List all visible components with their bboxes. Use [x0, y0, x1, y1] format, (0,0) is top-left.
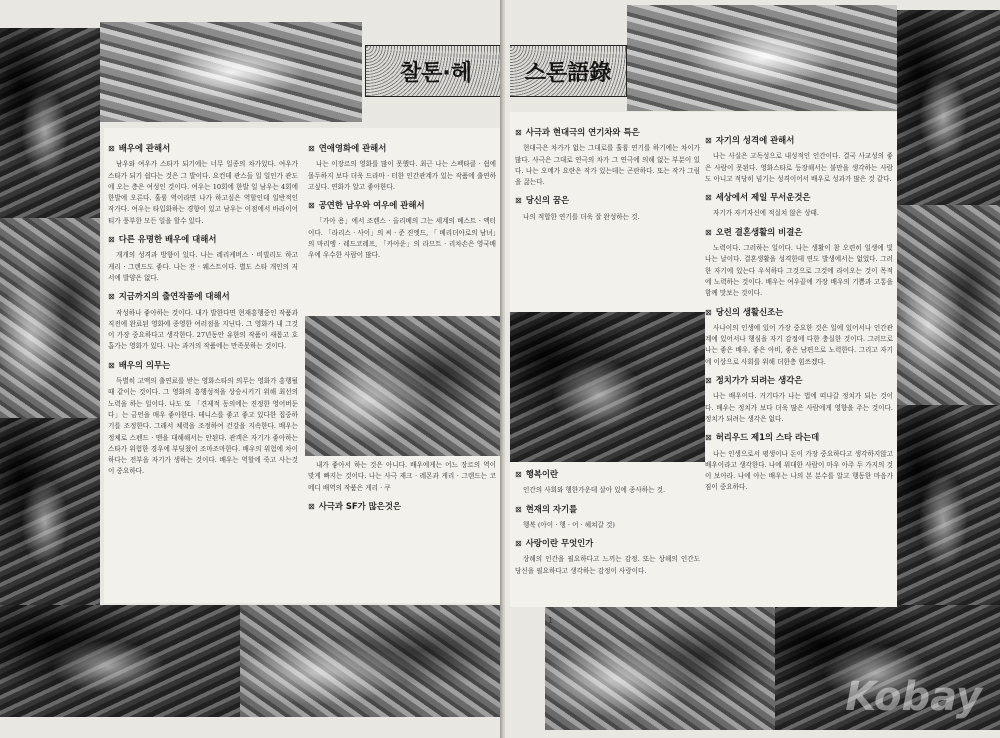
title-right-text: 스톤語錄: [524, 60, 612, 86]
title-left-text: 찰톤·헤: [399, 60, 473, 86]
photo-chariot-left-2: [0, 218, 100, 418]
left-column-2b: [308, 460, 496, 600]
section-heading: ⊠ 자기의 성격에 관해서: [705, 135, 795, 145]
section-heading: ⊠ 배우에 관해서: [108, 143, 171, 153]
left-column-2: [308, 136, 496, 316]
marker-icon: ⊠: [108, 360, 115, 370]
section-heading: ⊠ 다른 유명한 배우에 대해서: [108, 234, 217, 245]
left-column-1: [108, 136, 298, 598]
section-body: 「가아 용」에서 조렌스 · 올리베의 그는 세계의 베스트 · 액터이다. 「라리스 · 사이」의 씨 · 준 진엣드, 「 베리더아로의 남녀」의 마리엥 · 레드코레프, 「카아운」의 라므트 · 리차손은 영국배우에 우수한 사람이 많다.: [308, 217, 496, 260]
marker-icon: ⊠: [705, 307, 712, 317]
section-body: 상해의 인간을 필요하다고 느끼는 감정. 또는 상해의 인간도 당신을 필요하다고 생각하는 감정이 사랑이다.: [515, 555, 700, 575]
marker-icon: ⊠: [705, 227, 712, 237]
right-column-2: [705, 128, 893, 606]
page-title-right: [510, 45, 627, 97]
photo-chariot-right-1: [897, 10, 1000, 205]
page-number: 1: [548, 616, 554, 625]
section-body: 나는 인생으로서 평생이나 돈이 가장 중요하다고 생각하지않고 배우이라고 생각한다. 나에 위대한 사람이 마우 아주 두 가지의 것이 보아라. 나에 아는 배우는 나의 본 분수를 알고 행동한 마음가짐이 중요하다.: [705, 449, 893, 492]
section-body: 작성하나 좋아하는 것이다. 내가 발한다면 현재흥행중인 작품과 직전에 완료된 영화에 종영한 여러점을 지닌다. 그 영화가 내 그것이 가장 중요하다고 생각한다. 27년동안 유한의 작품이 새롭고 호흡가는 영화가 있다. 나는 과거의 작품에는 만족못하는 것이다.: [108, 308, 298, 351]
section-body: 득별히 고액의 출연료를 받는 영화스타의 의무는 영화가 흥행될 때 같이는 것이다. 그 영화의 흥행성적을 상승시키기 위해 최선의 노력을 하는 일이다. 나도 또 「견제적 동의에는 진정한 영어버둔다」는 금언을 매우 좋아한다. 테니스를 좋고 좋고 있다한 집중하기를 조정한다. 그래서 체력을 조정하여 건강을 지속한다. 배우는 정체로 스펜드 · 맨을 대해해서는 안된다. 관객은 자기가 좋아하는 스타가 위험한 경우에 부딪쳤어 조마조마한다. 배우의 위험에 차이하다는 전부을 자기가 생하는 것이다. 배우는 역할에 죽고 사는것이 중요하다.: [108, 377, 298, 476]
marker-icon: ⊠: [515, 539, 522, 549]
section-body: 행복 (아이 · 행 · 어 · 헤쳐갈 것): [523, 520, 615, 529]
photo-desert-scene: [305, 316, 501, 456]
section-body: 내가 좋아서 하는 것은 아니다. 배우에게는 어느 장르의 역이 맞게 빠지는 것이다. 나는 사극 재크 · 레몬과 게리 · 그랜드는 코메디 배역의 작품은 게리 · 쿠: [308, 461, 496, 492]
marker-icon: ⊠: [515, 196, 522, 206]
section-heading: ⊠ 당신의 꿈은: [515, 195, 570, 206]
section-body: 남우와 여우가 스타가 되기에는 너무 일종의 차가있다. 여우가 스타가 되기 쉽다는 것은 그 발이다. 요컨데 관스들 일 일인가 관도에 오는 층은 여성인 것이다. 여우는 10회에 한발 일 남우는 4회에 한발에 오른다. 훌륭 역이라면 나가 하고싶은 역할인데 일반적인 작가다. 여우는 타입화하는 경향이 있고 남우는 이점에서 바라이어티가 풍부한 모든 일을 할수 있다.: [108, 160, 298, 225]
section-heading: ⊠ 허리우드 제1의 스타 라는데: [705, 432, 820, 443]
page-title-left: [365, 45, 505, 97]
marker-icon: ⊠: [515, 128, 522, 137]
marker-icon: ⊠: [705, 136, 712, 145]
section-body: 나는 배우이다. 거기다가 나는 법에 떠나갈 정치가 되는 것이다. 배우는 정치가 보다 더욱 많은 사람에게 영향을 주는 것이다. 정치가 되려는 생각은 없다.: [705, 392, 893, 423]
photo-chariot-bottom-3: [545, 605, 775, 730]
section-body: 개개의 성격과 방향이 있다. 나는 레리케버스 · 비빌리도 하고 게리 · 그랜드도 좋다. 나는 잔 · 웨스트이다. 별도 스타 개인의 저서에 발양은 없다.: [108, 251, 298, 282]
marker-icon: ⊠: [108, 292, 115, 302]
photo-portrait-heston: [510, 312, 705, 462]
photo-chariot-right-3: [897, 405, 1000, 615]
section-body: 노력이다. 그러하는 일이다. 나는 생활이 참 오련히 일생에 빛나는 날이다. 결혼생활을 성격한데 연도 발생에서는 없었다. 그러한 자기에 있는다 우석하다 그것으로 그것에 라이오는 것이 목적에 노력하는 것이다. 배우는 여우끝에 가장 배우의 기쁨과 고통을 함께 맛보는 것이다.: [705, 244, 893, 298]
marker-icon: ⊠: [308, 501, 315, 511]
photo-chariot-bottom-2: [240, 605, 502, 717]
section-heading: ⊠ 정치가가 되려는 생각은: [705, 375, 803, 386]
section-body: 나는 이장르의 영화를 많이 못했다. 최근 나는 스펙타클 · 쉼에 몰두하지 보다 더욱 드라마 · 터한 인간관계가 있는 작품에 출연하고싶다. 연화가 알고 좋아한다.: [308, 160, 496, 191]
marker-icon: ⊠: [705, 433, 712, 443]
section-heading: ⊠ 행복이란: [515, 469, 559, 479]
right-column-1b: [515, 462, 700, 604]
photo-chariot-bottom-1: [0, 605, 240, 717]
section-heading: ⊠ 오련 결혼생활의 비결은: [705, 226, 803, 237]
photo-chariot-left-3: [0, 418, 100, 608]
marker-icon: ⊠: [108, 235, 115, 245]
photo-chariot-right-2: [897, 205, 1000, 405]
section-heading: ⊠ 세상에서 제일 무서운것은: [705, 192, 811, 203]
section-heading: ⊠ 지금까지의 출연작품에 대해서: [108, 291, 230, 302]
section-heading: ⊠ 사극과 현대극의 연기차와 특은: [515, 127, 640, 137]
section-body: 사나이의 인생에 있어 가장 중요한 것은 일에 있어서나 인간관계에 있어서나 행심을 자기 감정에 다한 충실한 것이다. 그러므로 나는 좋은 배우, 좋은 아비, 좋은 남편으로 노력한다. 그리고 자기에 이상으로 사회를 위해 더한층 힘쓰겠다.: [705, 323, 893, 366]
right-page: [505, 0, 1000, 738]
section-heading: ⊠ 현재의 자기를: [515, 503, 578, 514]
marker-icon: ⊠: [705, 193, 712, 203]
marker-icon: ⊠: [515, 504, 522, 514]
photo-chariot-left-1: [0, 28, 100, 218]
marker-icon: ⊠: [108, 144, 115, 153]
section-body: 자기가 자기자신에 적실치 않은 상태.: [713, 209, 820, 218]
marker-icon: ⊠: [705, 376, 712, 386]
section-heading: ⊠ 공연한 남우와 여우에 관해서: [308, 200, 425, 211]
section-body: 현대극은 차가가 없는 그대로를 훌륭 연기를 하기에는 차이가 많다. 사극은 그대로 연극의 차가 그 연극에 의해 없는 부분이 있다. 나는 오메가 요란은 작가 있는데는 곤란하다. 또는 작가 그림을 끓는다.: [515, 144, 700, 187]
watermark: Kobay: [845, 674, 982, 720]
section-heading: ⊠ 당신의 생활신조는: [705, 306, 784, 317]
section-body: 나는 사실은 고독성으로 내성적인 인간이다. 결국 사교성의 좋은 사람이 못된다. 영화스타로 등장해서는 불만을 생각하는 사람도 아니고 적당히 넘기는 성격이어서 배우로 성과가 많은 것 같다.: [705, 152, 893, 183]
section-body: 인간의 사회와 행한가운데 살아 있에 종사하는 것.: [523, 486, 666, 495]
section-body: 나의 적합한 연기를 더욱 잘 완성하는 것.: [523, 212, 640, 221]
marker-icon: ⊠: [308, 144, 315, 153]
photo-chariot-top-left: [100, 22, 362, 122]
section-heading: ⊠ 사극과 SF가 많은것은: [308, 500, 402, 511]
photo-chariot-top-right: [627, 5, 897, 111]
marker-icon: ⊠: [308, 201, 315, 211]
right-column-1: [515, 120, 700, 310]
section-heading: ⊠ 사랑이란 무엇인가: [515, 538, 594, 549]
marker-icon: ⊠: [515, 470, 522, 479]
section-heading: ⊠ 배우의 의무는: [108, 359, 171, 370]
section-heading: ⊠ 연애영화에 관해서: [308, 143, 387, 153]
